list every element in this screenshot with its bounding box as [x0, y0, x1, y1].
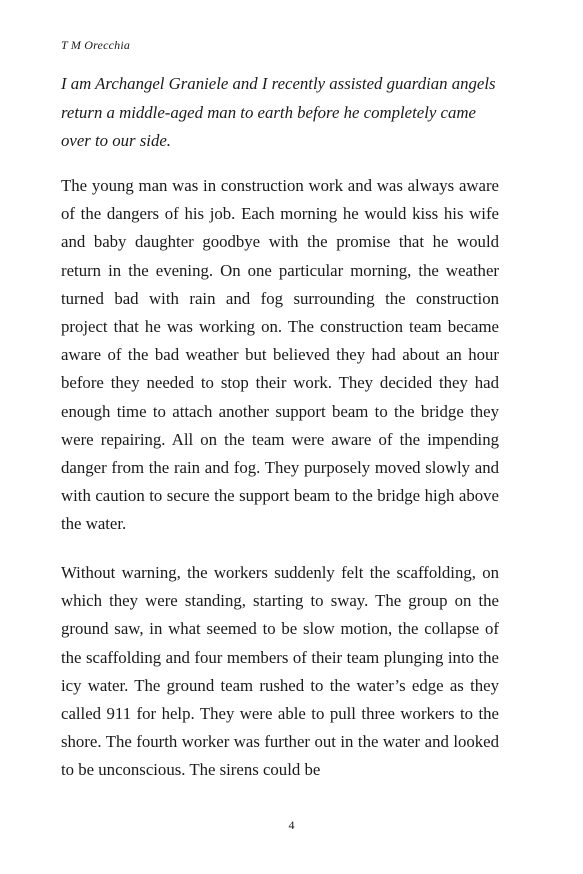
page-number: 4	[288, 818, 295, 832]
intro-italic-paragraph: I am Archangel Graniele and I recently assisted guardian angels return a middle-aged man to earth before he completely came over to our side.	[61, 74, 496, 150]
running-header-author: T M Orecchia	[61, 38, 131, 52]
body-paragraph-2: Without warning, the workers suddenly felt the scaffolding, on which they were standing, starting to sway. The group on the ground saw, in what seemed to be slow motion, the collapse of the scaffolding and four members of their team plunging into the icy water. The ground team rushed to the water’s edge as they called 911 for help. They were able to pull three workers to the shore. The fourth worker was further out in the water and looked to be unconscious. The sirens could be	[61, 563, 499, 780]
body-paragraph-1: The young man was in construction work and was always aware of the dangers of his job. Each morning he would kiss his wife and baby daughter goodbye with the promise that he would return in the evening. On one particular morning, the weather turned bad with rain and fog surrounding the construction project that he was working on. The construction team became aware of the bad weather but believed they had about an hour before they needed to stop their work. They decided they had enough time to attach another support beam to the bridge they were repairing. All on the team were aware of the impending danger from the rain and fog. They purposely moved slowly and with caution to secure the support beam to the bridge high above the water.	[61, 176, 499, 534]
